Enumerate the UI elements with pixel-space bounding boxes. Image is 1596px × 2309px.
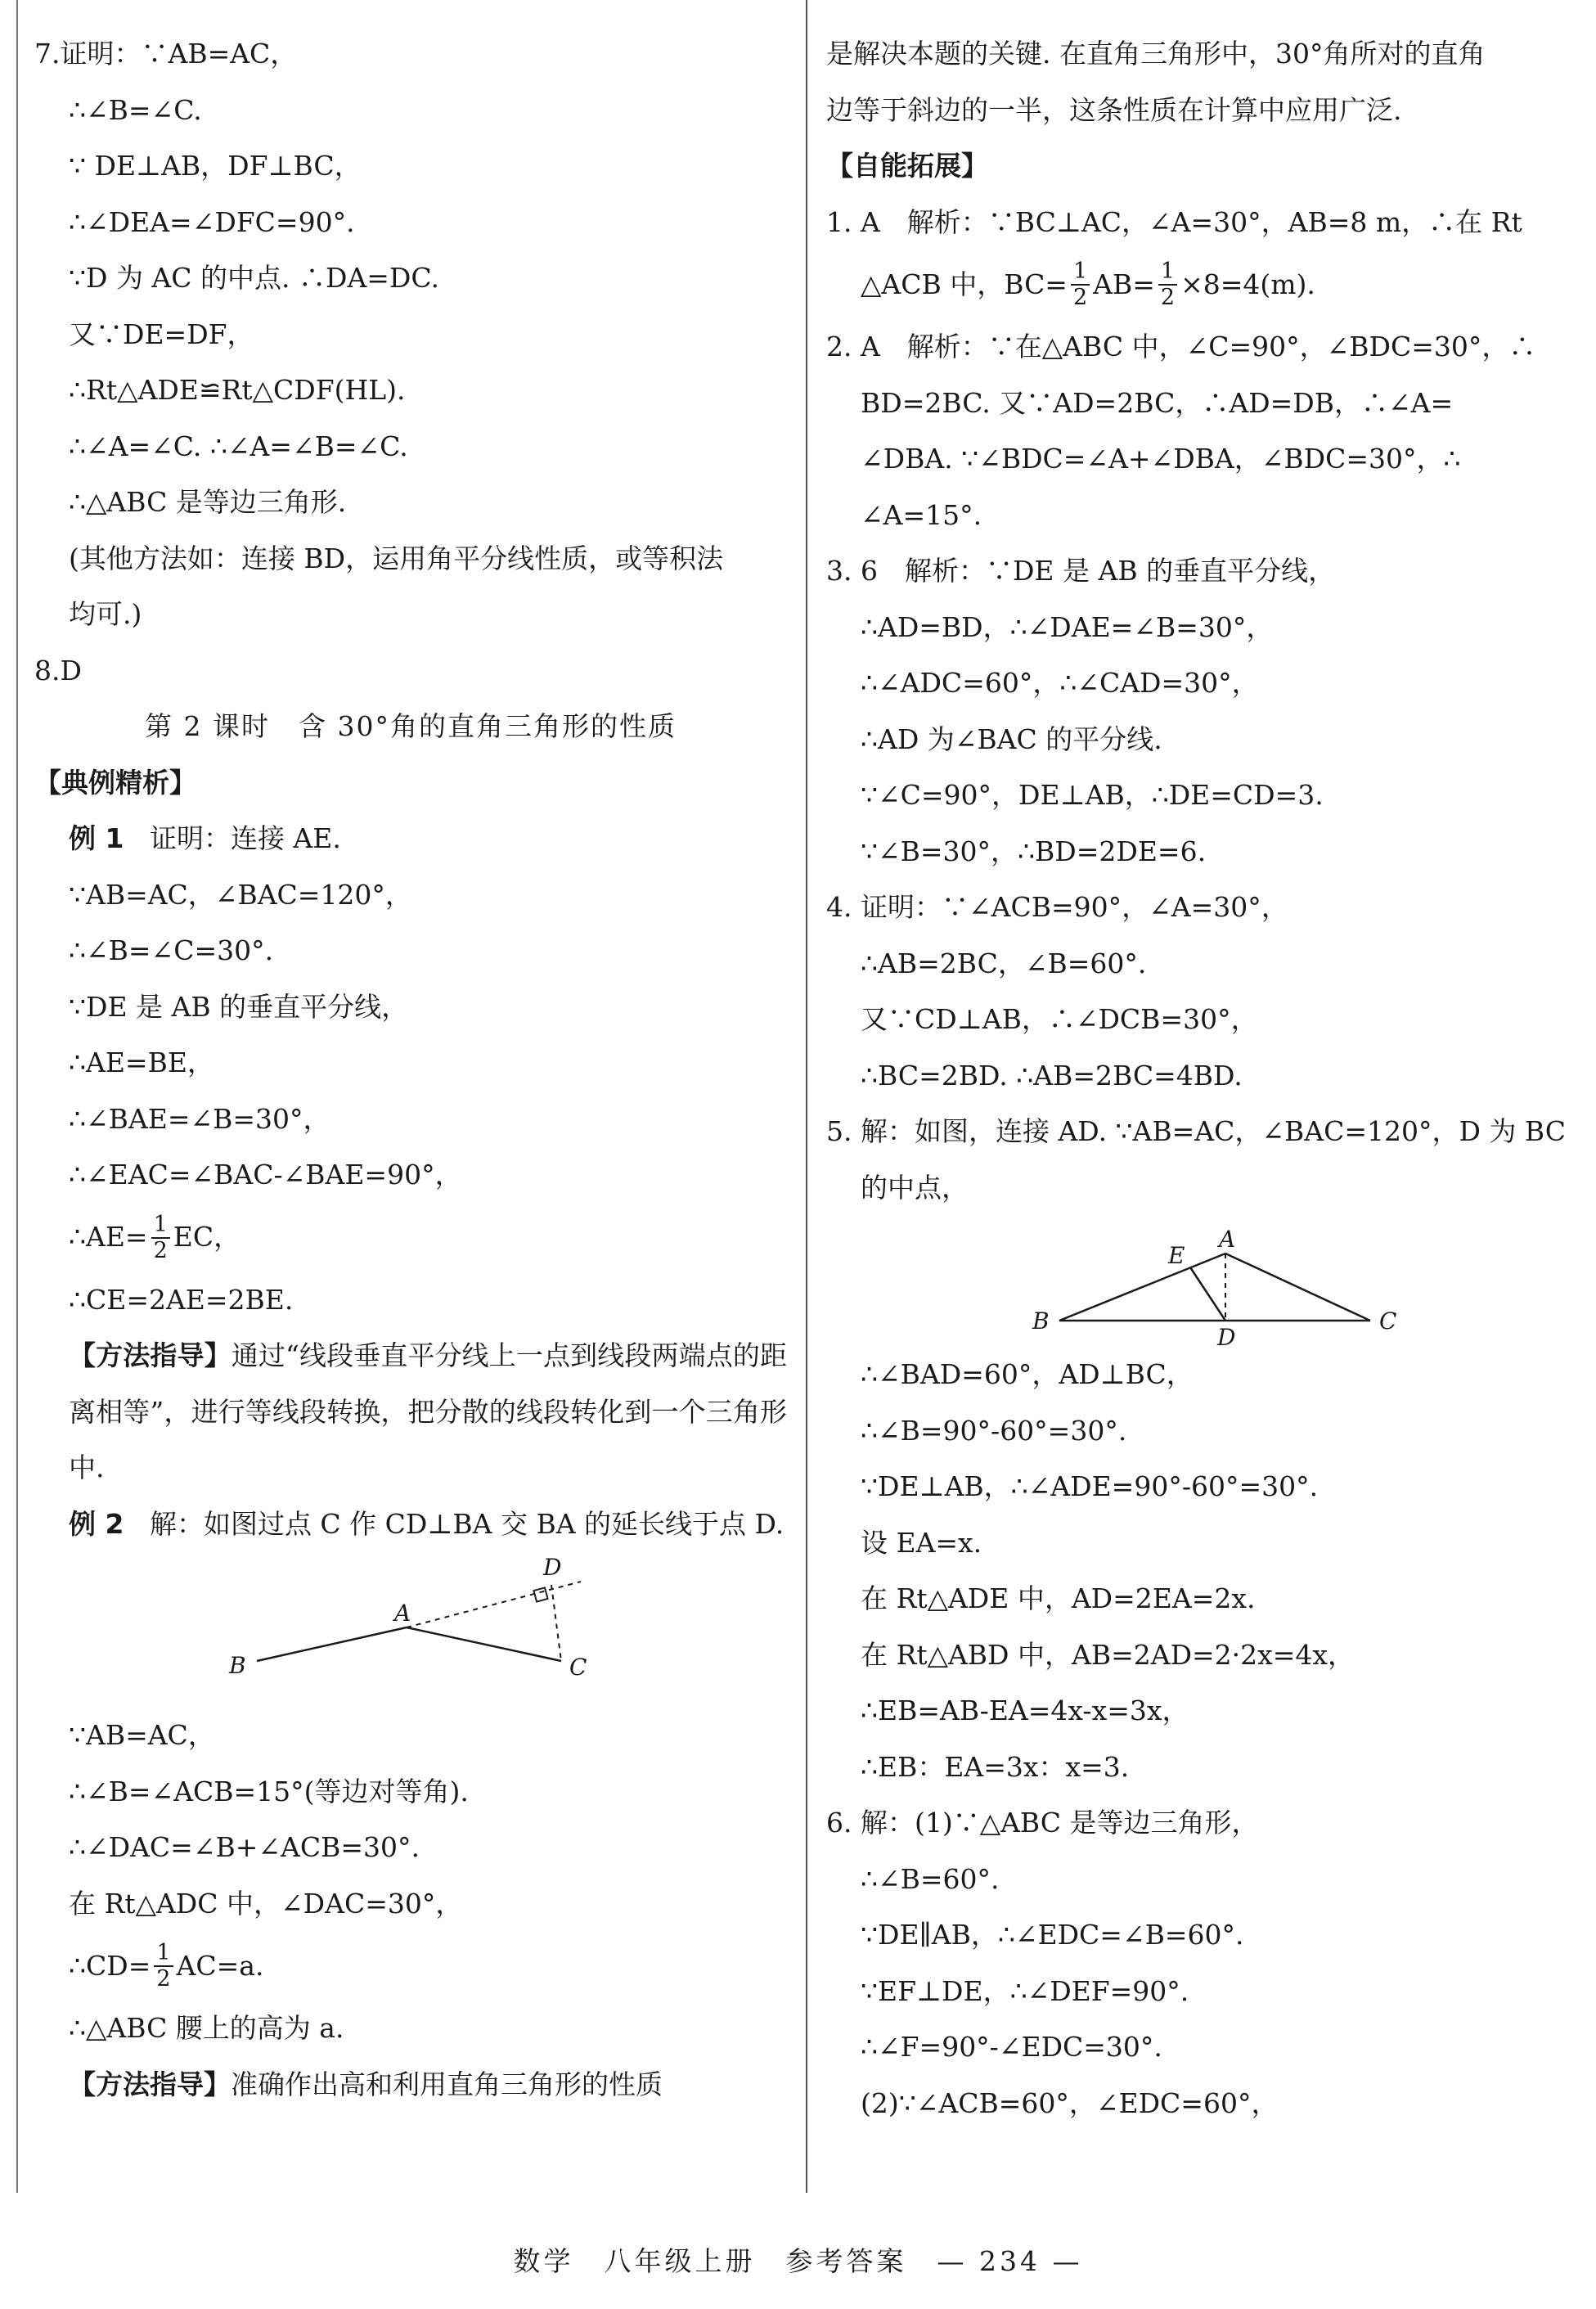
fraction-numerator: 1: [151, 1213, 170, 1239]
text-line: ∴∠BAE=∠B=30°，: [69, 1102, 330, 1135]
text-line: ∴∠B=∠C=30°.: [69, 934, 274, 966]
text-line: ∴AD 为∠BAC 的平分线.: [861, 722, 1162, 755]
text-line: ∴AB=2BC，∠B=60°.: [861, 947, 1147, 979]
text-line: 边等于斜边的一半，这条性质在计算中应用广泛.: [826, 93, 1402, 126]
text-line: ∵DE 是 AB 的垂直平分线，: [69, 990, 409, 1023]
text-line: 是解决本题的关键. 在直角三角形中，30°角所对的直角: [826, 38, 1486, 70]
example-label: 例 1: [69, 822, 124, 854]
text-span: EC，: [173, 1221, 241, 1254]
text-line: ∵DE∥AB，∴∠EDC=∠B=60°.: [861, 1919, 1244, 1951]
guide-text: 准确作出高和利用直角三角形的性质: [231, 2068, 663, 2100]
text-line: 证明：连接 AE.: [149, 822, 341, 854]
text-line: 在 Rt△ADE 中，AD=2EA=2x.: [861, 1582, 1256, 1614]
fraction: [154, 1941, 173, 1992]
text-line: 均可.): [69, 598, 142, 630]
left-margin-rule: [16, 0, 18, 2193]
fraction-line: [826, 250, 1567, 319]
text-line: ∵ DE⊥AB，DF⊥BC，: [69, 150, 362, 182]
method-guide-1: [34, 1328, 787, 1497]
text-line: ∴∠BAD=60°，AD⊥BC，: [861, 1358, 1194, 1390]
left-column: [34, 26, 787, 2113]
text-line: (2)∵∠ACB=60°，∠EDC=60°，: [861, 2086, 1279, 2119]
label-D: D: [1217, 1324, 1236, 1347]
label-D: D: [543, 1554, 562, 1581]
text-line: ∴BC=2BD. ∴AB=2BC=4BD.: [861, 1059, 1243, 1091]
fraction-numerator: 1: [1158, 259, 1177, 286]
figure-example-2: [34, 1552, 787, 1708]
lesson-title: 第 2 课时 含 30°角的直角三角形的性质: [145, 710, 677, 742]
label-C: C: [569, 1654, 587, 1681]
text-line: ∴AE=BE，: [69, 1046, 214, 1078]
guide-text: 通过“线段垂直平分线上一点到线段两端点的距离相等”，进行等线段转换，把分散的线段转化到一个三角形中.: [69, 1339, 788, 1483]
text-line: ∵AB=AC，: [69, 1719, 215, 1751]
fraction: [1071, 259, 1090, 310]
text-line: 在 Rt△ABD 中，AB=2AD=2·2x=4x，: [861, 1638, 1355, 1671]
section-heading: 【自能拓展】: [826, 150, 988, 182]
text-line: ∴∠A=∠C. ∴∠A=∠B=∠C.: [69, 430, 408, 462]
fraction-line: [34, 1932, 787, 2001]
fraction-denominator: 2: [156, 1966, 171, 1992]
text-line: 又∵CD⊥AB，∴∠DCB=30°，: [861, 1003, 1258, 1035]
text-line: ∵∠B=30°，∴BD=2DE=6.: [861, 835, 1207, 867]
text-line: ∴EB：EA=3x：x=3.: [861, 1750, 1130, 1783]
text-line: ∴∠B=90°-60°=30°.: [861, 1414, 1127, 1447]
text-span: ∴AE=: [69, 1221, 148, 1254]
fraction-numerator: 1: [154, 1941, 173, 1967]
text-line: ∴∠DAC=∠B+∠ACB=30°.: [69, 1831, 420, 1863]
text-line: BD=2BC. 又∵AD=2BC，∴AD=DB，∴∠A=: [861, 386, 1454, 419]
label-E: E: [1168, 1242, 1185, 1269]
text-line: ∠DBA. ∵∠BDC=∠A+∠DBA，∠BDC=30°，∴: [861, 443, 1461, 475]
guide-label: 【方法指导】: [69, 2068, 231, 2100]
text-line: ∴△ABC 是等边三角形.: [69, 486, 347, 518]
text-line: ∵AB=AC，∠BAC=120°，: [69, 878, 412, 911]
text-line: 4. 证明：∵∠ACB=90°，∠A=30°，: [826, 891, 1288, 923]
text-line: 8.D: [34, 654, 82, 686]
text-line: ∵DE⊥AB，∴∠ADE=90°-60°=30°.: [861, 1470, 1319, 1502]
fraction-denominator: 2: [153, 1237, 168, 1263]
label-A: A: [394, 1600, 411, 1627]
column-divider: [806, 0, 807, 2193]
fraction-line: [34, 1204, 787, 1272]
text-span: △ACB 中，BC=: [861, 268, 1068, 300]
guide-label: 【方法指导】: [69, 1339, 232, 1371]
text-line: ∴∠EAC=∠BAC-∠BAE=90°，: [69, 1159, 462, 1191]
text-line: 1. A 解析：∵BC⊥AC，∠A=30°，AB=8 m，∴在 Rt: [826, 205, 1522, 238]
triangle-diagram: [826, 1216, 1567, 1347]
example-2-intro: [34, 1497, 787, 1553]
label-A: A: [1219, 1226, 1236, 1253]
text-line: ∴∠B=60°.: [861, 1862, 1000, 1895]
text-line: ∴CE=2AE=2BE.: [69, 1283, 294, 1316]
text-line: (其他方法如：连接 BD，运用角平分线性质，或等积法: [69, 542, 724, 574]
text-line: ∴∠B=∠C.: [69, 93, 202, 126]
text-span: AC=a.: [176, 1949, 264, 1982]
text-line: ∴AD=BD，∴∠DAE=∠B=30°，: [861, 610, 1274, 643]
text-line: ∴∠ADC=60°，∴∠CAD=30°，: [861, 667, 1259, 699]
text-line: ∵∠C=90°，DE⊥AB，∴DE=CD=3.: [861, 779, 1324, 811]
text-line: ∵D 为 AC 的中点. ∴DA=DC.: [69, 262, 439, 294]
text-line: ∠A=15°.: [861, 498, 982, 531]
text-line: 的中点，: [861, 1171, 969, 1204]
page-footer: 数学 八年级上册 参考答案 — 234 —: [513, 2245, 1083, 2277]
text-line: 7.证明：∵AB=AC，: [34, 38, 298, 70]
text-span: ×8=4(m).: [1180, 268, 1315, 300]
label-B: B: [229, 1652, 246, 1679]
example-1-intro: [34, 811, 787, 867]
text-line: 6. 解：(1)∵△ABC 是等边三角形，: [826, 1807, 1259, 1839]
fraction-numerator: 1: [1071, 259, 1090, 286]
text-line: ∴∠DEA=∠DFC=90°.: [69, 205, 355, 238]
text-line: 在 Rt△ADC 中，∠DAC=30°，: [69, 1887, 463, 1920]
text-line: ∴Rt△ADE≌Rt△CDF(HL).: [69, 374, 406, 406]
text-line: ∴∠F=90°-∠EDC=30°.: [861, 2031, 1162, 2063]
text-span: AB=: [1093, 268, 1155, 300]
text-span: 解：如图过点 C 作 CD⊥BA 交 BA 的延长线于点 D.: [149, 1507, 785, 1540]
text-line: 3. 6 解析：∵DE 是 AB 的垂直平分线，: [826, 555, 1336, 587]
text-line: 5. 解：如图，连接 AD. ∵AB=AC，∠BAC=120°，D 为 BC: [826, 1115, 1567, 1147]
label-B: B: [1032, 1308, 1050, 1335]
fraction: [151, 1213, 170, 1263]
text-line: 又∵DE=DF，: [69, 317, 254, 350]
example-label: 例 2: [69, 1507, 124, 1540]
text-line: ∴△ABC 腰上的高为 a.: [69, 2012, 344, 2044]
text-span: ∴CD=: [69, 1949, 151, 1982]
section-heading: 【典例精析】: [34, 766, 196, 799]
text-line: ∴∠B=∠ACB=15°(等边对等角).: [69, 1775, 469, 1807]
triangle-diagram: [34, 1552, 787, 1708]
label-C: C: [1379, 1308, 1397, 1335]
method-guide-2: [34, 2057, 787, 2113]
right-column: [826, 26, 1567, 2131]
fraction-denominator: 2: [1072, 285, 1088, 310]
text-line: 2. A 解析：∵在△ABC 中，∠C=90°，∠BDC=30°，∴: [826, 331, 1536, 362]
fraction-denominator: 2: [1160, 285, 1176, 310]
figure-problem-5: [826, 1216, 1567, 1347]
text-line: ∴EB=AB-EA=4x-x=3x，: [861, 1695, 1189, 1726]
fraction: [1158, 259, 1177, 310]
text-line: ∵EF⊥DE，∴∠DEF=90°.: [861, 1974, 1189, 2007]
text-line: 设 EA=x.: [861, 1526, 982, 1559]
